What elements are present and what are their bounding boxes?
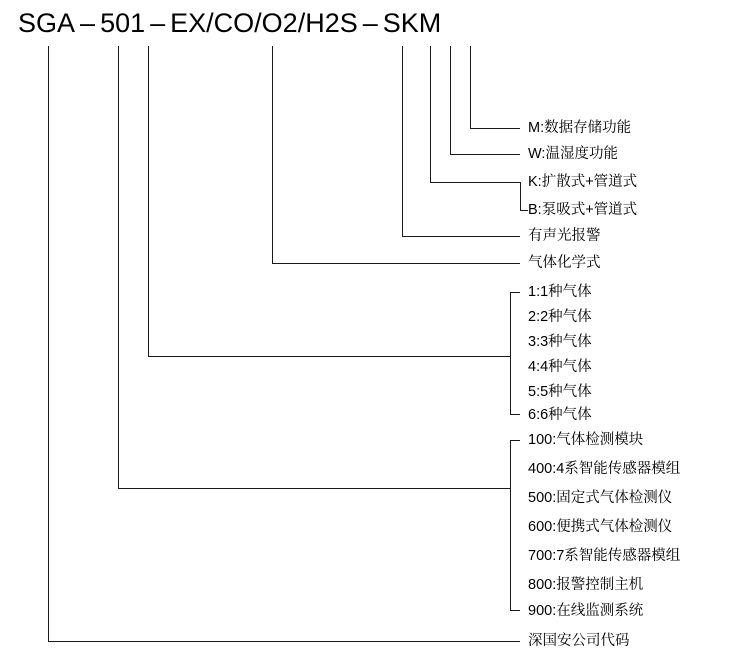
leader-line-kb-bracket (520, 182, 521, 210)
label-series-900: 900:在线监测系统 (528, 603, 644, 619)
label-storage-w: W:温湿度功能 (528, 146, 618, 162)
leader-line-gascount-horizontal (148, 356, 510, 357)
code-segment-sga: SGA (18, 8, 76, 38)
leader-line-series-bracket (510, 440, 511, 610)
label-series-500: 500:固定式气体检测仪 (528, 490, 673, 506)
label-gas-count-2: 2:2种气体 (528, 309, 592, 325)
leader-line-principle-horizontal (272, 263, 520, 264)
leader-line-m-horizontal (470, 128, 520, 129)
label-gas-count-1: 1:1种气体 (528, 284, 592, 300)
code-segment-501: 501 (100, 8, 146, 38)
leader-line-kb-vertical (430, 46, 431, 182)
label-gas-count-4: 4:4种气体 (528, 359, 592, 375)
label-sampling-k: K:扩散式+管道式 (528, 174, 638, 190)
code-separator-1: – (80, 8, 96, 38)
label-principle: 气体化学式 (528, 255, 601, 271)
label-alarm: 有声光报警 (528, 228, 601, 244)
leader-line-gascount-top-tick (510, 292, 520, 293)
label-series-600: 600:便携式气体检测仪 (528, 519, 673, 535)
product-code-title (18, 8, 441, 39)
leader-line-gascount-bracket (510, 292, 511, 414)
code-segment-gas-types: EX/CO/O2/H2S (170, 8, 358, 38)
code-segment-skm: SKM (382, 8, 442, 38)
label-series-800: 800:报警控制主机 (528, 577, 644, 593)
leader-line-gascount-vertical (148, 46, 149, 356)
leader-line-series-horizontal (118, 488, 510, 489)
leader-line-w-vertical (450, 46, 451, 154)
leader-line-principle-vertical (272, 46, 273, 263)
leader-line-series-top-tick (510, 440, 520, 441)
label-gas-count-3: 3:3种气体 (528, 334, 592, 350)
label-series-700: 700:7系智能传感器模组 (528, 548, 681, 564)
label-sampling-b: B:泵吸式+管道式 (528, 202, 638, 218)
label-gas-count-5: 5:5种气体 (528, 384, 592, 400)
leader-line-company-vertical (48, 46, 49, 641)
leader-line-b-horizontal (520, 210, 528, 211)
leader-line-m-vertical (470, 46, 471, 128)
leader-line-series-vertical (118, 46, 119, 488)
label-series-100: 100:气体检测模块 (528, 432, 644, 448)
code-separator-3: – (362, 8, 378, 38)
leader-line-gascount-bottom-tick (510, 414, 520, 415)
code-separator-2: – (150, 8, 166, 38)
leader-line-company-horizontal (48, 641, 520, 642)
label-company-code: 深国安公司代码 (528, 633, 630, 649)
leader-line-k-horizontal (430, 182, 520, 183)
leader-line-alarm-vertical (402, 46, 403, 236)
leader-line-w-horizontal (450, 154, 520, 155)
label-series-400: 400:4系智能传感器模组 (528, 461, 681, 477)
leader-line-series-bottom-tick (510, 610, 520, 611)
leader-line-alarm-horizontal (402, 236, 520, 237)
label-gas-count-6: 6:6种气体 (528, 407, 592, 423)
label-storage-m: M:数据存储功能 (528, 120, 632, 136)
